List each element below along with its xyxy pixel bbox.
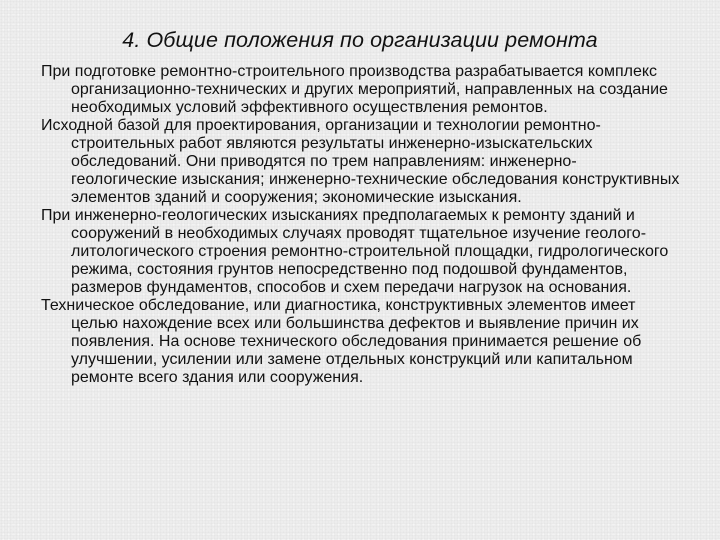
paragraph-technical-inspection: Техническое обследование, или диагностика, конструктивных элементов имеет целью нахождение всех или большинства дефектов и выявление причин их появления. На основе технического обследования принимается решение об улучшении, усилении или замене отдельных конструкций или капитальном ремонте всего здания или сооружения. [41, 297, 642, 386]
paragraph-geological-surveys: При инженерно-геологических изысканиях предполагаемых к ремонту зданий и сооружений в необходимых случаях проводят тщательное изучение геолого-литологического строения ремонтно-строительной площадки, гидрологического режима, состояния грунтов непосредственно под подошвой фундаментов, размеров фундаментов, способов и схем передачи нагрузок на основания. [41, 207, 669, 296]
paragraph-preparation: При подготовке ремонтно-строительного производства разрабатывается комплекс организационно-технических и других мероприятий, направленных на создание необходимых условий эффективного осуществления ремонтов. [41, 63, 668, 116]
slide-title: 4. Общие положения по организации ремонта [122, 28, 598, 52]
paragraph-initial-base: Исходной базой для проектирования, организации и технологии ремонтно-строительных работ являются результаты инженерно-изыскательских обследований. Они приводятся по трем направлениям: инженерно-геологические изыскания; инженерно-технические обследования конструктивных элементов зданий и сооружения; экономические изыскания. [41, 117, 680, 206]
slide-body [41, 63, 681, 387]
